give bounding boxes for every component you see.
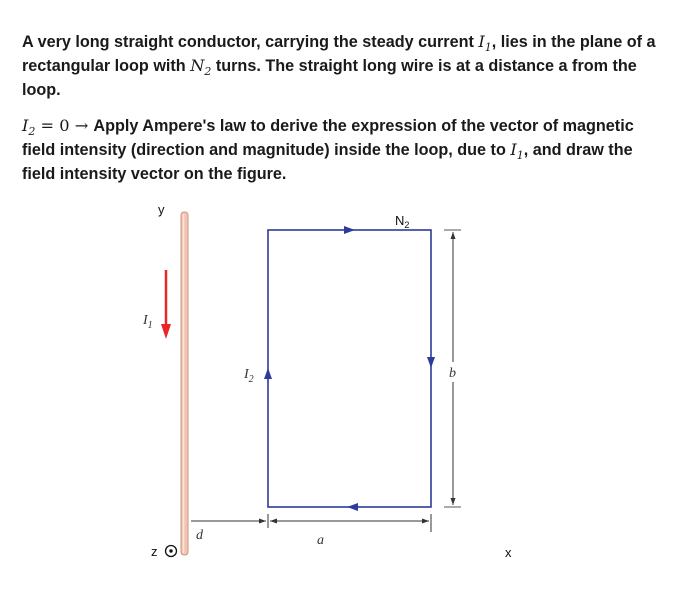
question-text: $I_2 = 0$ → Apply Ampere's law to derive the expression of the vector of magnetic field intensity (direction and magnitude) inside the loop, due to $I_1$, and draw the field intensity vector on the figure. [22,116,634,183]
turns-n2-label: $N_2$ [395,213,410,230]
current-i1-label: $I_1$ [143,313,153,331]
turns-symbol-n2: $N_2$ [190,56,212,79]
current-i2-label: $I_2$ [244,367,254,385]
height-b-label: b [449,366,456,381]
width-dimension [270,514,431,532]
distance-d-label: d [196,528,203,543]
loop-arrow-right [427,357,435,368]
straight-wire [181,212,188,555]
current-symbol-i1: $I_1$ [478,32,492,55]
width-a-label: a [317,533,324,548]
loop-arrow-bottom [347,503,358,511]
rectangular-loop [264,226,435,511]
z-out-of-page-icon [166,546,177,557]
current-symbol-i1: $I_1$ [510,140,524,163]
y-axis-label: y [158,202,165,217]
current-symbol-i2: $I_2$ [22,116,36,139]
current-i1-arrow [161,270,171,339]
x-axis-label: x [505,545,512,560]
loop-arrow-left [264,368,272,379]
distance-dimension [191,514,268,528]
z-axis-label: z [151,544,158,559]
loop-arrow-top [344,226,355,234]
problem-statement: A very long straight conductor, carrying the steady current $I_1$, lies in the plane of a rectangular loop with $N_2$ turns. The straight long wire is at a distance a from the loop. [22,32,656,99]
